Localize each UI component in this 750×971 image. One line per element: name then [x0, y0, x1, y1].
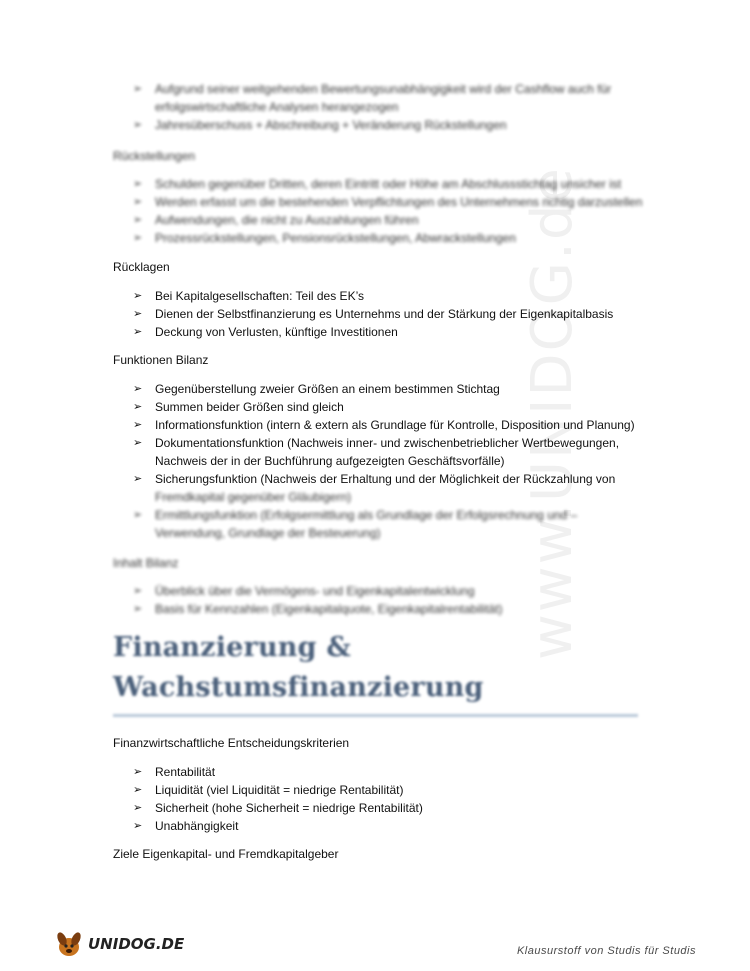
- list-item: ➢ Dienen der Selbstfinanzierung es Unternehms und der Stärkung der Eigenkapitalbasis: [133, 307, 614, 321]
- arrow-bullet-icon: ➢: [133, 585, 143, 597]
- logo-text: UNIDOG.DE: [88, 935, 185, 953]
- section-title-underline: [113, 714, 638, 717]
- list-item: ➢ Sicherheit (hohe Sicherheit = niedrige Rentabilität): [133, 801, 423, 815]
- blurred-heading-rueckstellungen: Rückstellungen: [113, 149, 196, 163]
- list-item: ➢ Unabhängigkeit: [133, 819, 239, 833]
- list-item: ➢ Aufgrund seiner weitgehenden Bewertungsunabhängigkeit wird der Cashflow auch für erfolgswirtschaftliche Analysen herangezogen: [133, 82, 612, 114]
- arrow-bullet-icon: ➢: [133, 178, 143, 190]
- list-item: ➢ Rentabilität: [133, 765, 216, 779]
- arrow-bullet-icon: ➢: [133, 802, 143, 814]
- blurred-list-cashflow: [133, 80, 643, 134]
- arrow-bullet-icon: ➢: [133, 766, 143, 778]
- heading-ziele-kapitalgeber: Ziele Eigenkapital- und Fremdkapitalgeber: [113, 847, 339, 861]
- blurred-list-rueckstellungen: [133, 175, 643, 247]
- list-item: ➢ Ermittlungsfunktion (Erfolgsermittlung als Grundlage der Erfolgsrechnung und – Verwendung, Grundlage der Besteuerung): [133, 508, 578, 540]
- list-item: ➢ Gegenüberstellung zweier Größen an einem bestimmen Stichtag: [133, 382, 500, 396]
- arrow-bullet-icon: ➢: [133, 232, 143, 244]
- list-item: ➢ Schulden gegenüber Dritten, deren Eintritt oder Höhe am Abschlussstichtag unsicher ist: [133, 177, 622, 191]
- list-item: ➢ Jahresüberschuss + Abschreibung + Veränderung Rückstellungen: [133, 118, 507, 132]
- list-funktionen-bilanz: [133, 380, 643, 542]
- arrow-bullet-icon: ➢: [133, 820, 143, 832]
- footer-tagline: Klausurstoff von Studis für Studis: [516, 945, 696, 957]
- arrow-bullet-icon: ➢: [133, 214, 143, 226]
- list-item: ➢ Liquidität (viel Liquidität = niedrige Rentabilität): [133, 783, 404, 797]
- list-item: ➢ Basis für Kennzahlen (Eigenkapitalquote, Eigenkapitalrentabilität): [133, 602, 503, 616]
- arrow-bullet-icon: ➢: [133, 509, 143, 521]
- arrow-bullet-icon: ➢: [133, 308, 143, 320]
- list-item: ➢ Werden erfasst um die bestehenden Verpflichtungen des Unternehmens richtig darzustellen: [133, 195, 643, 209]
- list-item: ➢ Sicherungsfunktion (Nachweis der Erhaltung und der Möglichkeit der Rückzahlung von Fremdkapital gegenüber Gläubigern): [133, 472, 616, 504]
- arrow-bullet-icon: ➢: [133, 437, 143, 449]
- footer-logo: [54, 929, 184, 959]
- heading-ruecklagen: Rücklagen: [113, 260, 170, 274]
- arrow-bullet-icon: ➢: [133, 603, 143, 615]
- section-title-line2: Wachstumsfinanzierung: [113, 672, 484, 703]
- watermark: www.UNIDOG.de: [520, 166, 585, 660]
- list-item: ➢ Informationsfunktion (intern & extern als Grundlage für Kontrolle, Disposition und Planung): [133, 418, 635, 432]
- arrow-bullet-icon: ➢: [133, 401, 143, 413]
- list-item: ➢ Überblick über die Vermögens- und Eigenkapitalentwicklung: [133, 584, 475, 598]
- list-item: ➢ Bei Kapitalgesellschaften: Teil des EK’s: [133, 289, 365, 303]
- section-title-line1: Finanzierung &: [113, 632, 351, 663]
- arrow-bullet-icon: ➢: [133, 290, 143, 302]
- heading-entscheidungskriterien: Finanzwirtschaftliche Entscheidungskriterien: [113, 736, 350, 750]
- list-item: ➢ Summen beider Größen sind gleich: [133, 400, 344, 414]
- arrow-bullet-icon: ➢: [133, 473, 143, 485]
- blurred-heading-inhalt-bilanz: Inhalt Bilanz: [113, 556, 179, 570]
- arrow-bullet-icon: ➢: [133, 119, 143, 131]
- arrow-bullet-icon: ➢: [133, 326, 143, 338]
- heading-funktionen-bilanz: Funktionen Bilanz: [113, 353, 209, 367]
- dog-logo-icon: [54, 929, 84, 959]
- list-item: ➢ Deckung von Verlusten, künftige Investitionen: [133, 325, 398, 339]
- list-item: ➢ Prozessrückstellungen, Pensionsrückstellungen, Abwrackstellungen: [133, 231, 516, 245]
- arrow-bullet-icon: ➢: [133, 784, 143, 796]
- list-ruecklagen: [133, 287, 643, 341]
- list-item: ➢ Aufwendungen, die nicht zu Auszahlungen führen: [133, 213, 419, 227]
- arrow-bullet-icon: ➢: [133, 83, 143, 95]
- list-item: ➢ Dokumentationsfunktion (Nachweis inner- und zwischenbetrieblicher Wertbewegungen, Nachweis der in der Buchführung aufgezeigten Geschäftsvorfälle): [133, 436, 620, 468]
- list-entscheidungskriterien: [133, 763, 643, 835]
- blurred-list-inhalt-bilanz: [133, 582, 643, 618]
- arrow-bullet-icon: ➢: [133, 196, 143, 208]
- arrow-bullet-icon: ➢: [133, 419, 143, 431]
- arrow-bullet-icon: ➢: [133, 383, 143, 395]
